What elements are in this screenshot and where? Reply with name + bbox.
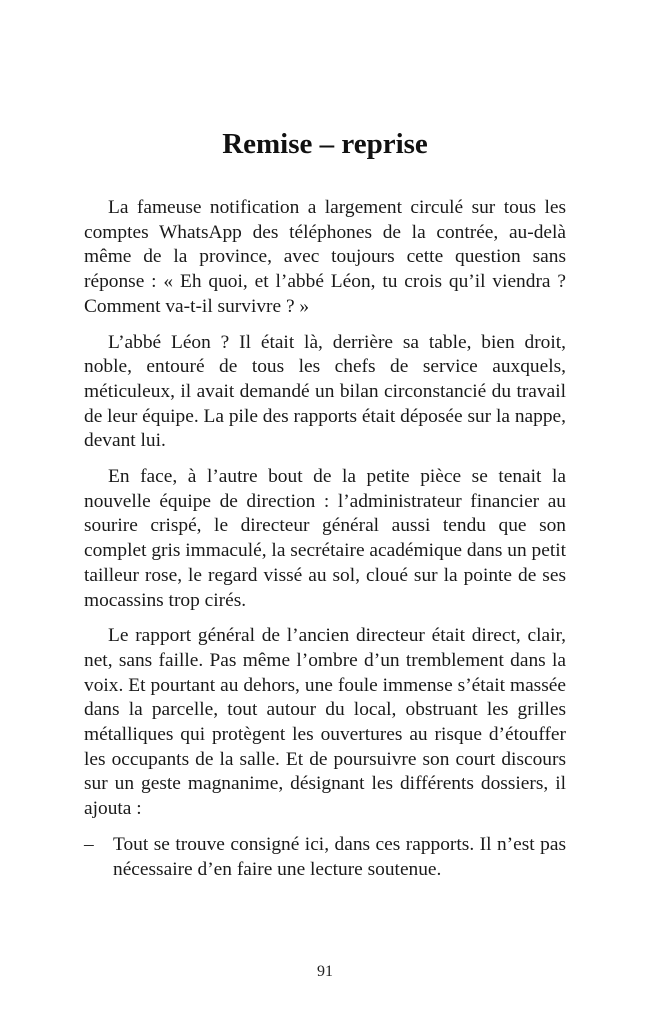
dialogue-line bbox=[84, 833, 566, 882]
paragraph-2: L’abbé Léon ? Il était là, derrière sa table, bien droit, noble, entouré de tous les chefs de service auxquels, méticuleux, il avait demandé un bilan circonstancié du travail de leur équipe. La pile des rapports était déposée sur la nappe, devant lui. bbox=[84, 331, 566, 452]
paragraph-1: La fameuse notification a largement circulé sur tous les comptes WhatsApp des téléphones de la contrée, au-delà même de la province, avec toujours cette question sans réponse : « Eh quoi, et l’abbé Léon, tu crois qu’il viendra ? Comment va-t-il survivre ? » bbox=[84, 197, 566, 317]
chapter-body bbox=[84, 196, 566, 882]
dialogue-dash: – bbox=[84, 833, 94, 855]
paragraph-4: Le rapport général de l’ancien directeur était direct, clair, net, sans faille. Pas même l’ombre d’un tremblement dans la voix. Et pourtant au dehors, une foule immense s’était massée dans la parcelle, tout autour du local, obstruant les grilles métalliques qui protègent les ouvertures au risque d’étouffer les occupants de la salle. Et de poursuivre son court discours sur un geste magnanime, désignant les différents dossiers, il ajouta : bbox=[84, 625, 566, 820]
page-number: 91 bbox=[317, 963, 333, 980]
chapter-title: Remise – reprise bbox=[222, 128, 428, 160]
paragraph-3: En face, à l’autre bout de la petite pièce se tenait la nouvelle équipe de direction : l’administrateur financier au sourire crispé, le directeur général aussi tendu que son complet gris immaculé, la secrétaire académique dans un petit tailleur rose, le regard vissé au sol, cloué sur la pointe de ses mocassins trop cirés. bbox=[84, 466, 566, 611]
dialogue-text: Tout se trouve consigné ici, dans ces rapports. Il n’est pas nécessaire d’en faire une lecture soutenue. bbox=[113, 833, 566, 880]
